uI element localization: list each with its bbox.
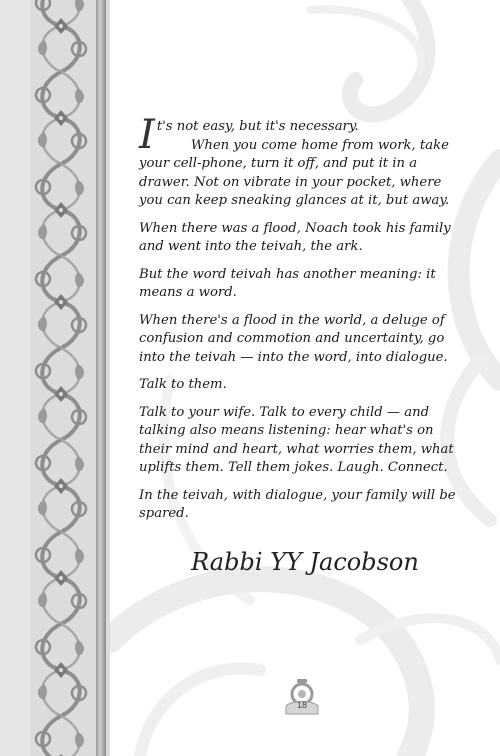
page-number: 18 bbox=[296, 700, 307, 710]
article-body bbox=[139, 112, 457, 533]
paragraph: In the teivah, with dialogue, your family will be spared. bbox=[139, 487, 456, 521]
opening-line bbox=[139, 112, 457, 158]
paragraph: When there was a flood, Noach took his family and went into the teivah, the ark. bbox=[139, 220, 451, 254]
paragraph: Talk to them. bbox=[139, 377, 227, 392]
page-footer bbox=[280, 678, 324, 718]
floral-scroll-border-icon bbox=[28, 0, 94, 756]
ornamental-side-panel bbox=[0, 0, 110, 756]
paragraph: When there's a flood in the world, a deluge of confusion and commotion and uncertainty, go into the teivah — into the word, into dialogue. bbox=[139, 312, 448, 365]
paragraph: But the word teivah has another meaning: it means a word. bbox=[139, 266, 436, 300]
clock-emblem-icon bbox=[280, 678, 324, 718]
paragraph: When you come home from work, take your cell-phone, turn it off, and put it in a drawer. Not on vibrate in your pocket, where you can keep sneaking glances at it, but away. bbox=[139, 137, 450, 208]
panel-edge bbox=[0, 0, 30, 756]
author-signature: Rabbi YY Jacobson bbox=[191, 548, 419, 576]
paragraph: Talk to your wife. Talk to every child — and talking also means listening: hear what's on their mind and heart, what worries them, what uplifts them. Tell them jokes. Laugh. Connect. bbox=[139, 404, 454, 475]
opening-text: t's not easy, but it's necessary. bbox=[156, 119, 359, 134]
border-strip bbox=[96, 0, 106, 756]
drop-cap: I bbox=[139, 112, 155, 158]
